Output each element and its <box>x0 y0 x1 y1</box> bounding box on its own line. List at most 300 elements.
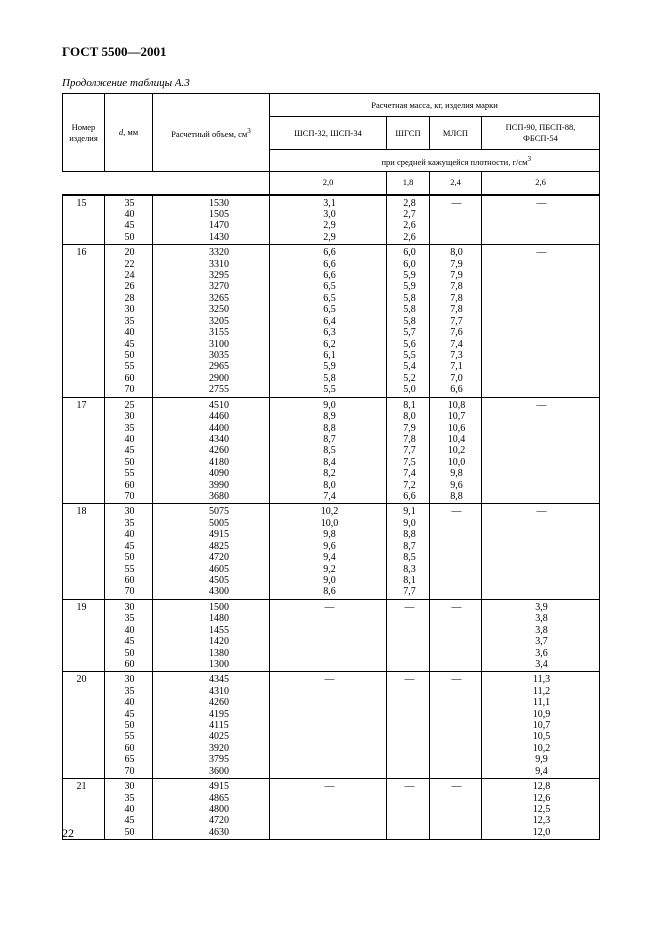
cell-value: 21 <box>76 781 87 793</box>
cell-value: 10,0 <box>320 517 339 529</box>
cell-value: 5,8 <box>323 372 336 384</box>
cell-value: 4260 <box>209 445 229 457</box>
cell-value: 35 <box>124 792 135 804</box>
data-table <box>62 93 600 840</box>
table-body <box>63 195 600 840</box>
cell-value: 3295 <box>209 270 229 282</box>
table-row <box>63 195 600 245</box>
cell-value: 1505 <box>209 208 229 220</box>
page-number: 22 <box>62 826 74 840</box>
cell-value: 60 <box>124 372 135 384</box>
cell-value: 7,3 <box>450 349 463 361</box>
cell-value: 7,8 <box>450 292 463 304</box>
cell-value: 55 <box>124 361 135 373</box>
table-row <box>63 245 600 397</box>
cell-value: 9,1 <box>403 506 416 518</box>
table-caption: Продолжение таблицы А.3 <box>62 77 190 89</box>
cell-number <box>63 599 105 672</box>
cell-value: 3680 <box>209 491 229 503</box>
cell-value: 12,8 <box>532 781 551 793</box>
cell-value: 5,7 <box>403 327 416 339</box>
cell-value: 60 <box>124 658 135 670</box>
cell-value: 30 <box>124 506 135 518</box>
cell-value: 15 <box>76 197 87 209</box>
cell-value: 1470 <box>209 220 229 232</box>
cell-value: 40 <box>124 624 135 636</box>
cell-value: 3600 <box>209 765 229 777</box>
cell-value: — <box>536 197 547 209</box>
cell-value: 6,6 <box>403 491 416 503</box>
cell-value: 8,4 <box>323 456 336 468</box>
cell-value: 50 <box>124 456 135 468</box>
cell-value: 40 <box>124 208 135 220</box>
cell-value: 6,6 <box>323 270 336 282</box>
header-spacer <box>63 172 270 195</box>
cell-value: 11,1 <box>532 697 551 709</box>
cell-value: 22 <box>124 258 135 270</box>
cell-mass-psp <box>482 397 600 504</box>
cell-mass-shgsp <box>387 672 430 779</box>
cell-value: 7,0 <box>450 372 463 384</box>
cell-value: 9,6 <box>323 540 336 552</box>
cell-value: 4605 <box>209 563 229 575</box>
cell-mass-psp <box>482 779 600 840</box>
cell-value: 3250 <box>209 304 229 316</box>
cell-value: 4460 <box>209 411 229 423</box>
cell-value: 55 <box>124 731 135 743</box>
cell-value: 30 <box>124 674 135 686</box>
cell-mass-mlsp <box>430 779 482 840</box>
cell-value: 5,8 <box>403 292 416 304</box>
cell-value: 6,5 <box>323 304 336 316</box>
cell-value: 3,4 <box>535 658 548 670</box>
cell-value: 6,0 <box>403 247 416 259</box>
cell-value: 7,9 <box>450 270 463 282</box>
cell-value: 3270 <box>209 281 229 293</box>
cell-value: 9,8 <box>323 529 336 541</box>
cell-value: 8,5 <box>323 445 336 457</box>
cell-value: 45 <box>124 445 135 457</box>
density-psp: 2,6 <box>482 172 600 195</box>
header-brand-shgsp: ШГСП <box>387 117 430 150</box>
cell-value: 5,6 <box>403 338 416 350</box>
table-row <box>63 599 600 672</box>
cell-value: 8,2 <box>323 468 336 480</box>
cell-value: 3,1 <box>323 197 336 209</box>
cell-value: 65 <box>124 754 135 766</box>
cell-value: 17 <box>76 399 87 411</box>
cell-value: — <box>324 601 335 613</box>
cell-value: 4025 <box>209 731 229 743</box>
cell-value: 45 <box>124 220 135 232</box>
cell-value: 8,6 <box>323 586 336 598</box>
cell-mass-psp <box>482 245 600 397</box>
cell-mass-shsp <box>270 245 387 397</box>
cell-value: 16 <box>76 247 87 259</box>
cell-value: 4195 <box>209 708 229 720</box>
cell-mass-mlsp <box>430 245 482 397</box>
cell-value: 7,1 <box>450 361 463 373</box>
cell-value: 30 <box>124 304 135 316</box>
cell-value: 3920 <box>209 742 229 754</box>
cell-value: 2,6 <box>403 231 416 243</box>
cell-mass-psp <box>482 672 600 779</box>
cell-value: — <box>404 781 415 793</box>
header-brand-shsp: ШСП-32, ШСП-34 <box>270 117 387 150</box>
cell-value: 9,8 <box>450 468 463 480</box>
cell-value: 6,0 <box>403 258 416 270</box>
cell-mass-shgsp <box>387 245 430 397</box>
cell-value: 40 <box>124 433 135 445</box>
header-d: d, мм <box>105 94 153 172</box>
cell-value: 5,5 <box>403 349 416 361</box>
cell-value: 40 <box>124 697 135 709</box>
cell-value: 4915 <box>209 781 229 793</box>
cell-value: 30 <box>124 781 135 793</box>
cell-value: 25 <box>124 399 135 411</box>
cell-value: 2755 <box>209 384 229 396</box>
cell-value: — <box>536 247 547 259</box>
cell-value: 3035 <box>209 349 229 361</box>
cell-value: 4180 <box>209 456 229 468</box>
cell-value: 60 <box>124 575 135 586</box>
cell-mass-shsp <box>270 672 387 779</box>
cell-value: 9,2 <box>323 563 336 575</box>
cell-mass-shgsp <box>387 599 430 672</box>
cell-value: 5,0 <box>403 384 416 396</box>
cell-value: 3,8 <box>535 624 548 636</box>
cell-value: 1530 <box>209 197 229 209</box>
cell-value: 7,8 <box>450 281 463 293</box>
cell-mass-shsp <box>270 397 387 504</box>
table-row <box>63 397 600 504</box>
cell-value: 5075 <box>209 506 229 518</box>
cell-value: 12,3 <box>532 815 551 827</box>
cell-value: 24 <box>124 270 135 282</box>
cell-value: 35 <box>124 685 135 697</box>
cell-value: 1380 <box>209 647 229 659</box>
cell-value: 1300 <box>209 658 229 670</box>
cell-mass-psp <box>482 195 600 245</box>
cell-mass-shsp <box>270 779 387 840</box>
cell-value: — <box>536 399 547 411</box>
cell-value: 3205 <box>209 315 229 327</box>
cell-value: 7,6 <box>450 327 463 339</box>
cell-value: 3,8 <box>535 613 548 625</box>
cell-value: 4800 <box>209 804 229 816</box>
cell-value: 40 <box>124 327 135 339</box>
cell-value: 8,0 <box>450 247 463 259</box>
cell-value: 2900 <box>209 372 229 384</box>
cell-value: 2965 <box>209 361 229 373</box>
cell-value: 6,4 <box>323 315 336 327</box>
cell-value: 1420 <box>209 636 229 648</box>
cell-value: 4505 <box>209 575 229 586</box>
cell-number <box>63 245 105 397</box>
cell-value: 4260 <box>209 697 229 709</box>
cell-mass-psp <box>482 504 600 599</box>
cell-value: 10,7 <box>532 720 551 732</box>
cell-value: 35 <box>124 315 135 327</box>
cell-value: 4310 <box>209 685 229 697</box>
cell-value: 10,2 <box>320 506 339 518</box>
cell-value: 10,4 <box>447 433 466 445</box>
cell-value: 2,6 <box>403 220 416 232</box>
cell-value: 4630 <box>209 826 229 838</box>
cell-value: 45 <box>124 338 135 350</box>
cell-value: 3,9 <box>535 601 548 613</box>
cell-value: 5,9 <box>323 361 336 373</box>
cell-value: 7,5 <box>403 456 416 468</box>
cell-value: 4400 <box>209 422 229 434</box>
cell-value: 9,9 <box>535 754 548 766</box>
cell-value: 70 <box>124 384 135 396</box>
cell-value: 50 <box>124 720 135 732</box>
cell-value: 10,8 <box>447 399 466 411</box>
header-brand-mlsp: МЛСП <box>430 117 482 150</box>
cell-value: 7,8 <box>450 304 463 316</box>
cell-value: 10,9 <box>532 708 551 720</box>
cell-value: 8,7 <box>403 540 416 552</box>
cell-value: 4340 <box>209 433 229 445</box>
cell-value: 10,2 <box>532 742 551 754</box>
cell-value: — <box>451 506 462 518</box>
cell-value: 10,7 <box>447 411 466 423</box>
cell-value: 4825 <box>209 540 229 552</box>
cell-value: 10,5 <box>532 731 551 743</box>
cell-value: 9,6 <box>450 479 463 491</box>
header-brand-psp: ПСП-90, ПБСП-88, ФБСП-54 <box>482 117 600 150</box>
cell-value: 7,7 <box>403 586 416 598</box>
cell-value: 40 <box>124 804 135 816</box>
cell-value: 9,0 <box>403 517 416 529</box>
cell-value: 6,6 <box>323 258 336 270</box>
cell-d <box>105 599 153 672</box>
cell-mass-mlsp <box>430 672 482 779</box>
cell-value: 5,8 <box>403 304 416 316</box>
cell-value: 7,9 <box>403 422 416 434</box>
cell-value: 8,0 <box>323 479 336 491</box>
cell-d <box>105 504 153 599</box>
cell-value: 3320 <box>209 247 229 259</box>
cell-value: 7,8 <box>403 433 416 445</box>
cell-value: — <box>451 781 462 793</box>
cell-value: 10,2 <box>447 445 466 457</box>
cell-value: 4720 <box>209 815 229 827</box>
cell-value: 50 <box>124 647 135 659</box>
cell-mass-mlsp <box>430 195 482 245</box>
cell-mass-shsp <box>270 599 387 672</box>
cell-value: 6,1 <box>323 349 336 361</box>
cell-mass-shsp <box>270 504 387 599</box>
cell-value: 7,4 <box>450 338 463 350</box>
cell-value: — <box>451 601 462 613</box>
cell-value: 70 <box>124 765 135 777</box>
cell-value: 20 <box>124 247 135 259</box>
cell-value: 1455 <box>209 624 229 636</box>
cell-mass-shgsp <box>387 779 430 840</box>
cell-value: 45 <box>124 540 135 552</box>
cell-value: 3,0 <box>323 208 336 220</box>
cell-value: — <box>404 674 415 686</box>
cell-value: 30 <box>124 411 135 423</box>
cell-volume <box>153 779 270 840</box>
cell-d <box>105 779 153 840</box>
cell-value: 3100 <box>209 338 229 350</box>
cell-volume <box>153 397 270 504</box>
cell-value: 40 <box>124 529 135 541</box>
density-shgsp: 1,8 <box>387 172 430 195</box>
cell-value: 50 <box>124 231 135 243</box>
cell-value: 6,2 <box>323 338 336 350</box>
density-shsp: 2,0 <box>270 172 387 195</box>
cell-value: 5,8 <box>403 315 416 327</box>
cell-value: — <box>451 197 462 209</box>
cell-value: 50 <box>124 349 135 361</box>
cell-value: 4510 <box>209 399 229 411</box>
cell-number <box>63 504 105 599</box>
header-number: Номер изделия <box>63 94 105 172</box>
cell-value: 35 <box>124 197 135 209</box>
cell-value: 8,8 <box>323 422 336 434</box>
header-density-label: при средней кажущейся плотности, $г/см^3$ <box>270 150 600 172</box>
cell-value: 8,5 <box>403 552 416 564</box>
cell-value: 12,0 <box>532 826 551 838</box>
cell-value: 10,6 <box>447 422 466 434</box>
cell-value: 7,7 <box>403 445 416 457</box>
cell-mass-mlsp <box>430 599 482 672</box>
cell-volume <box>153 672 270 779</box>
cell-value: 45 <box>124 636 135 648</box>
cell-value: 28 <box>124 292 135 304</box>
cell-value: 11,2 <box>532 685 551 697</box>
cell-mass-shgsp <box>387 195 430 245</box>
cell-value: 5,9 <box>403 270 416 282</box>
cell-value: 3,6 <box>535 647 548 659</box>
cell-value: 3310 <box>209 258 229 270</box>
cell-value: 50 <box>124 826 135 838</box>
cell-value: 8,0 <box>403 411 416 423</box>
cell-volume <box>153 504 270 599</box>
cell-value: 18 <box>76 506 87 518</box>
cell-value: 8,3 <box>403 563 416 575</box>
cell-value: 5,9 <box>403 281 416 293</box>
cell-value: 30 <box>124 601 135 613</box>
cell-value: 55 <box>124 563 135 575</box>
cell-value: 9,0 <box>323 575 336 586</box>
cell-value: 20 <box>76 674 87 686</box>
cell-d <box>105 397 153 504</box>
cell-value: 19 <box>76 601 87 613</box>
cell-value: 8,8 <box>403 529 416 541</box>
cell-value: 2,7 <box>403 208 416 220</box>
cell-mass-mlsp <box>430 504 482 599</box>
cell-mass-mlsp <box>430 397 482 504</box>
cell-value: 50 <box>124 552 135 564</box>
cell-value: 35 <box>124 422 135 434</box>
table-row <box>63 779 600 840</box>
cell-value: 9,4 <box>535 765 548 777</box>
cell-value: 5,4 <box>403 361 416 373</box>
cell-value: — <box>404 601 415 613</box>
cell-volume <box>153 195 270 245</box>
cell-value: 6,6 <box>450 384 463 396</box>
cell-value: 1500 <box>209 601 229 613</box>
cell-value: 7,2 <box>403 479 416 491</box>
cell-value: 6,5 <box>323 292 336 304</box>
cell-value: 4300 <box>209 586 229 598</box>
cell-value: 2,9 <box>323 231 336 243</box>
cell-value: 2,9 <box>323 220 336 232</box>
cell-value: 5,2 <box>403 372 416 384</box>
cell-value: 3265 <box>209 292 229 304</box>
cell-value: 8,9 <box>323 411 336 423</box>
cell-value: 70 <box>124 491 135 503</box>
cell-value: 6,6 <box>323 247 336 259</box>
cell-mass-shsp <box>270 195 387 245</box>
cell-value: 12,6 <box>532 792 551 804</box>
cell-value: 9,4 <box>323 552 336 564</box>
cell-value: 7,4 <box>403 468 416 480</box>
cell-value: 45 <box>124 708 135 720</box>
cell-value: — <box>451 674 462 686</box>
cell-value: 1480 <box>209 613 229 625</box>
cell-value: 3,7 <box>535 636 548 648</box>
cell-volume <box>153 245 270 397</box>
cell-value: 7,7 <box>450 315 463 327</box>
cell-mass-shgsp <box>387 504 430 599</box>
header-mass-group: Расчетная масса, кг, изделия марки <box>270 94 600 117</box>
cell-value: 1430 <box>209 231 229 243</box>
cell-value: 9,0 <box>323 399 336 411</box>
cell-d <box>105 245 153 397</box>
cell-value: 11,3 <box>532 674 551 686</box>
cell-value: 60 <box>124 742 135 754</box>
cell-d <box>105 672 153 779</box>
cell-value: — <box>536 506 547 518</box>
cell-number <box>63 195 105 245</box>
cell-value: 35 <box>124 517 135 529</box>
cell-value: 8,8 <box>450 491 463 503</box>
cell-value: 4720 <box>209 552 229 564</box>
cell-d <box>105 195 153 245</box>
cell-value: 45 <box>124 815 135 827</box>
cell-volume <box>153 599 270 672</box>
cell-value: 4115 <box>209 720 229 732</box>
cell-value: 55 <box>124 468 135 480</box>
cell-value: 7,4 <box>323 491 336 503</box>
cell-value: 3155 <box>209 327 229 339</box>
cell-mass-psp <box>482 599 600 672</box>
cell-value: 26 <box>124 281 135 293</box>
cell-value: 3990 <box>209 479 229 491</box>
document-title: ГОСТ 5500—2001 <box>62 44 167 59</box>
header-volume: Расчетный объем, $см^3$ <box>153 94 270 172</box>
cell-value: 60 <box>124 479 135 491</box>
cell-value: 8,1 <box>403 575 416 586</box>
cell-value: 8,1 <box>403 399 416 411</box>
cell-value: 7,9 <box>450 258 463 270</box>
cell-value: 5005 <box>209 517 229 529</box>
cell-value: 10,0 <box>447 456 466 468</box>
cell-value: 8,7 <box>323 433 336 445</box>
cell-value: 6,5 <box>323 281 336 293</box>
table-row <box>63 504 600 599</box>
cell-value: 70 <box>124 586 135 598</box>
cell-number <box>63 672 105 779</box>
cell-value: 2,8 <box>403 197 416 209</box>
cell-value: 5,5 <box>323 384 336 396</box>
